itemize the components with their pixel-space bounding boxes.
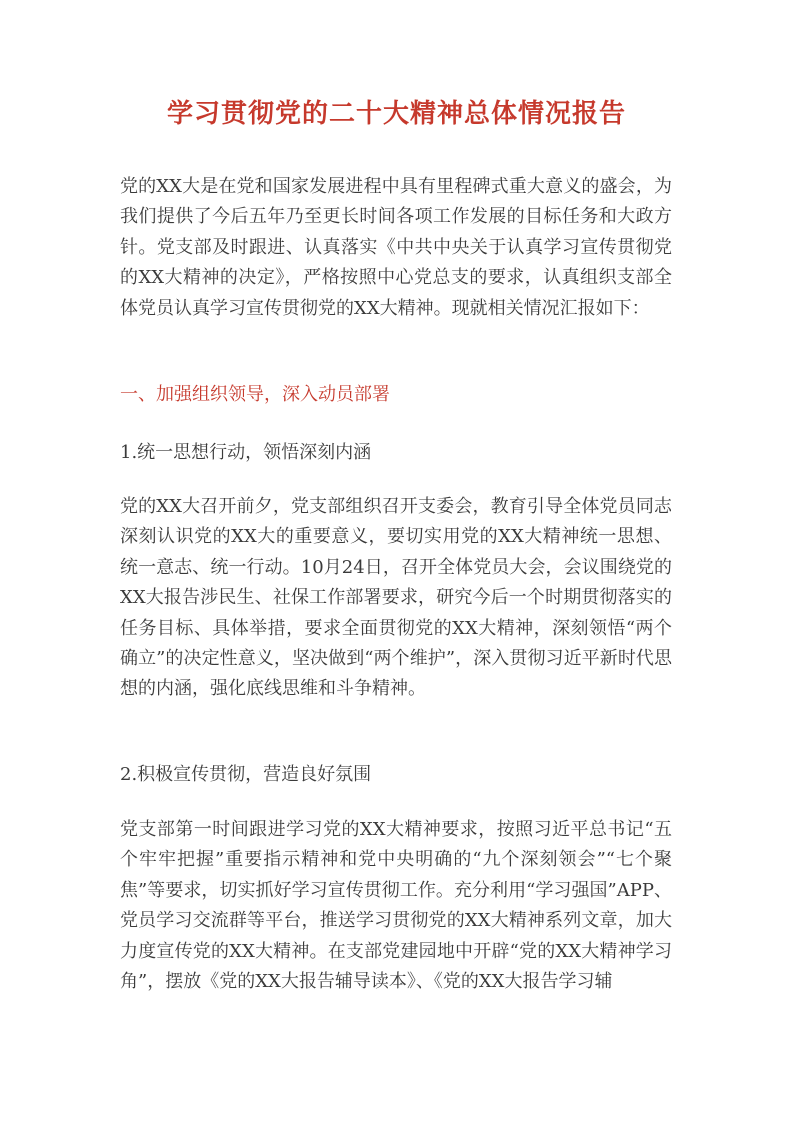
document-title: 学习贯彻党的二十大精神总体情况报告: [166, 99, 626, 129]
subsection-paragraph-1: 党的XX大召开前夕，党支部组织召开支委会，教育引导全体党员同志深刻认识党的XX大的重要意义，要切实用党的XX大精神统一思想、统一意志、统一行动。10月24日，召开全体党员大会，会议围绕党的XX大报告涉民生、社保工作部署要求，研究今后一个时期贯彻落实的任务目标、具体举措，要求全面贯彻党的XX大精神，深刻领悟“两个确立”的决定性意义，坚决做到“两个维护”，深入贯彻习近平新时代思想的内涵，强化底线思维和斗争精神。: [120, 496, 672, 700]
subsection-heading-1: 1.统一思想行动，领悟深刻内涵: [120, 442, 372, 463]
subsection-heading-2: 2.积极宣传贯彻，营造良好氛围: [120, 764, 372, 785]
intro-paragraph: 党的XX大是在党和国家发展进程中具有里程碑式重大意义的盛会，为我们提供了今后五年乃至更长时间各项工作发展的目标任务和大政方针。党支部及时跟进、认真落实《中共中央关于认真学习宣传贯彻党的XX大精神的决定》，严格按照中心党总支的要求，认真组织支部全体党员认真学习宣传贯彻党的XX大精神。现就相关情况汇报如下：: [120, 176, 672, 319]
subsection-paragraph-2: 党支部第一时间跟进学习党的XX大精神要求，按照习近平总书记“五个牢牢把握”重要指示精神和党中央明确的“九个深刻领会”“七个聚焦”等要求，切实抓好学习宣传贯彻工作。充分利用“学习强国”APP、党员学习交流群等平台，推送学习贯彻党的XX大精神系列文章，加大力度宣传党的XX大精神。在支部党建园地中开辟“党的XX大精神学习角”，摆放《党的XX大报告辅导读本》、《党的XX大报告学习辅: [120, 819, 672, 993]
section-heading: 一、加强组织领导，深入动员部署: [120, 384, 390, 405]
